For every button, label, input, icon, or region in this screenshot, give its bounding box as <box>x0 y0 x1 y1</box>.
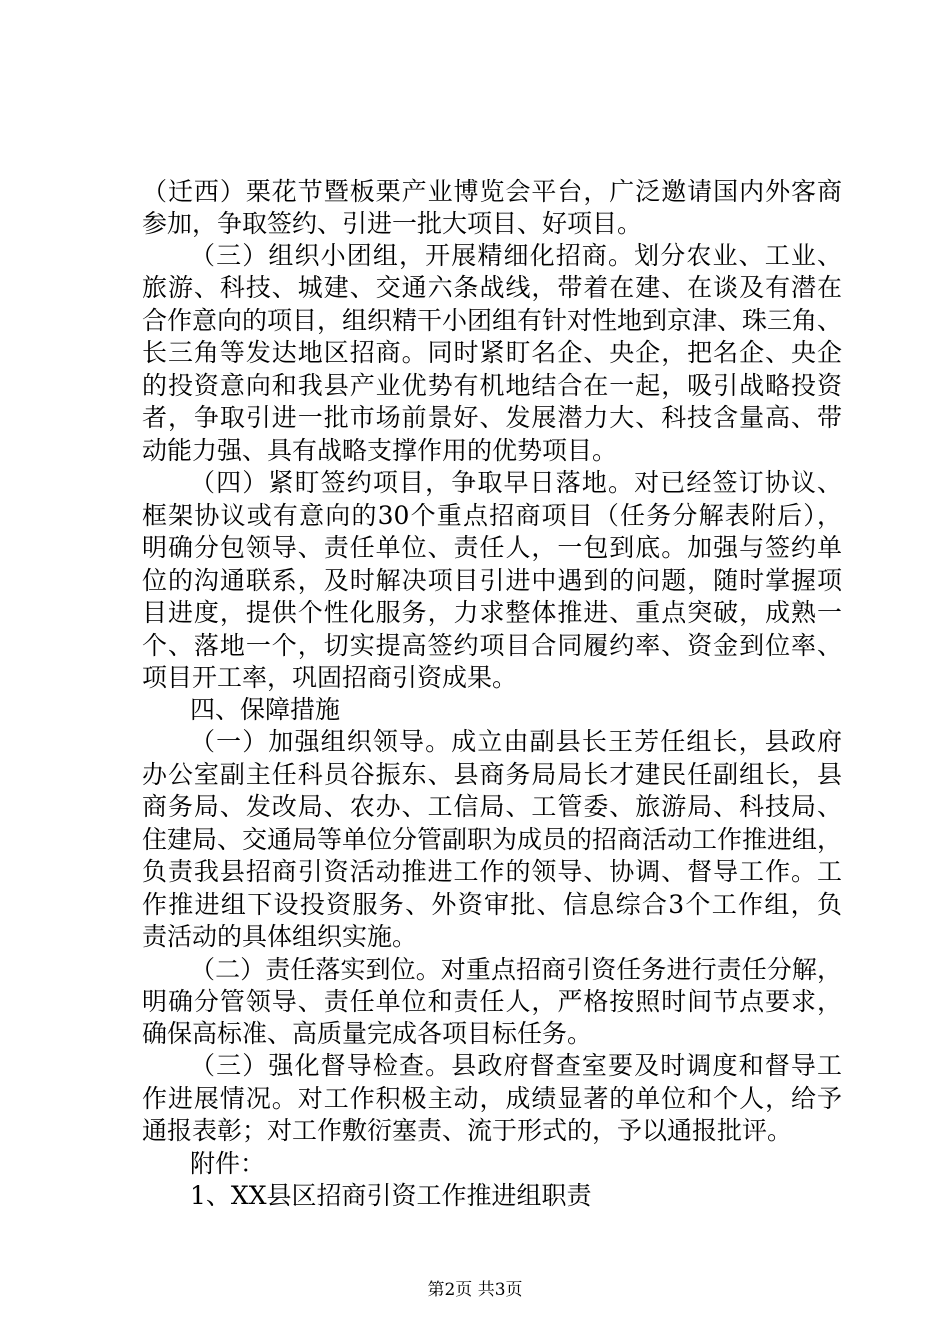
text-line: 长三角等发达地区招商。同时紧盯名企、央企，把名企、央企 <box>142 338 842 367</box>
paragraph-start-line: （四）紧盯签约项目，争取早日落地。对已经签订协议、 <box>190 468 842 497</box>
text-line: 合作意向的项目，组织精干小团组有针对性地到京津、珠三角、 <box>142 306 843 335</box>
text-line: 责活动的具体组织实施。 <box>142 922 418 951</box>
section-heading: 四、保障措施 <box>190 695 341 724</box>
text-line: 确保高标准、高质量完成各项目标任务。 <box>142 1019 593 1048</box>
paragraph-start-line: （三）强化督导检查。县政府督查室要及时调度和督导工 <box>190 1051 842 1080</box>
text-line: 作进展情况。对工作积极主动，成绩显著的单位和个人，给予 <box>142 1084 842 1113</box>
text-line: 项目开工率，巩固招商引资成果。 <box>142 663 518 692</box>
text-line: 旅游、科技、城建、交通六条战线，带着在建、在谈及有潜在 <box>142 273 842 302</box>
text-line: 目进度，提供个性化服务，力求整体推进、重点突破，成熟一 <box>142 598 842 627</box>
text-line: 明确分包领导、责任单位、责任人，一包到底。加强与签约单 <box>142 533 842 562</box>
text-line: 负责我县招商引资活动推进工作的领导、协调、督导工作。工 <box>142 857 842 886</box>
text-line: 作推进组下设投资服务、外资审批、信息综合3个工作组，负 <box>142 890 842 919</box>
text-line: 者，争取引进一批市场前景好、发展潜力大、科技含量高、带 <box>142 403 842 432</box>
text-line: 位的沟通联系，及时解决项目引进中遇到的问题，随时掌握项 <box>142 566 842 595</box>
text-line: 参加，争取签约、引进一批大项目、好项目。 <box>142 209 643 238</box>
paragraph-start-line: （一）加强组织领导。成立由副县长王芳任组长，县政府 <box>190 727 842 756</box>
text-line: 个、落地一个，切实提高签约项目合同履约率、资金到位率、 <box>142 631 842 660</box>
text-line: 商务局、发改局、农办、工信局、工管委、旅游局、科技局、 <box>142 792 842 821</box>
attachment-item: 1、XX县区招商引资工作推进组职责 <box>190 1181 592 1210</box>
text-line: 住建局、交通局等单位分管副职为成员的招商活动工作推进组， <box>142 825 843 854</box>
text-line: 明确分管领导、责任单位和责任人，严格按照时间节点要求， <box>142 987 842 1016</box>
text-line: 通报表彰；对工作敷衍塞责、流于形式的，予以通报批评。 <box>142 1116 793 1145</box>
text-line: 框架协议或有意向的30个重点招商项目（任务分解表附后）， <box>142 501 842 530</box>
paragraph-start-line: （二）责任落实到位。对重点招商引资任务进行责任分解， <box>190 955 842 984</box>
text-line: 的投资意向和我县产业优势有机地结合在一起，吸引战略投资 <box>142 371 842 400</box>
attachment-label: 附件： <box>190 1149 266 1178</box>
paragraph-start-line: （三）组织小团组，开展精细化招商。划分农业、工业、 <box>190 241 842 270</box>
text-line: 动能力强、具有战略支撑作用的优势项目。 <box>142 436 618 465</box>
text-line: 办公室副主任科员谷振东、县商务局局长才建民任副组长，县 <box>142 760 842 789</box>
page-number: 第2页 共3页 <box>427 1280 523 1300</box>
text-line: （迁西）栗花节暨板栗产业博览会平台，广泛邀请国内外客商 <box>142 177 842 206</box>
